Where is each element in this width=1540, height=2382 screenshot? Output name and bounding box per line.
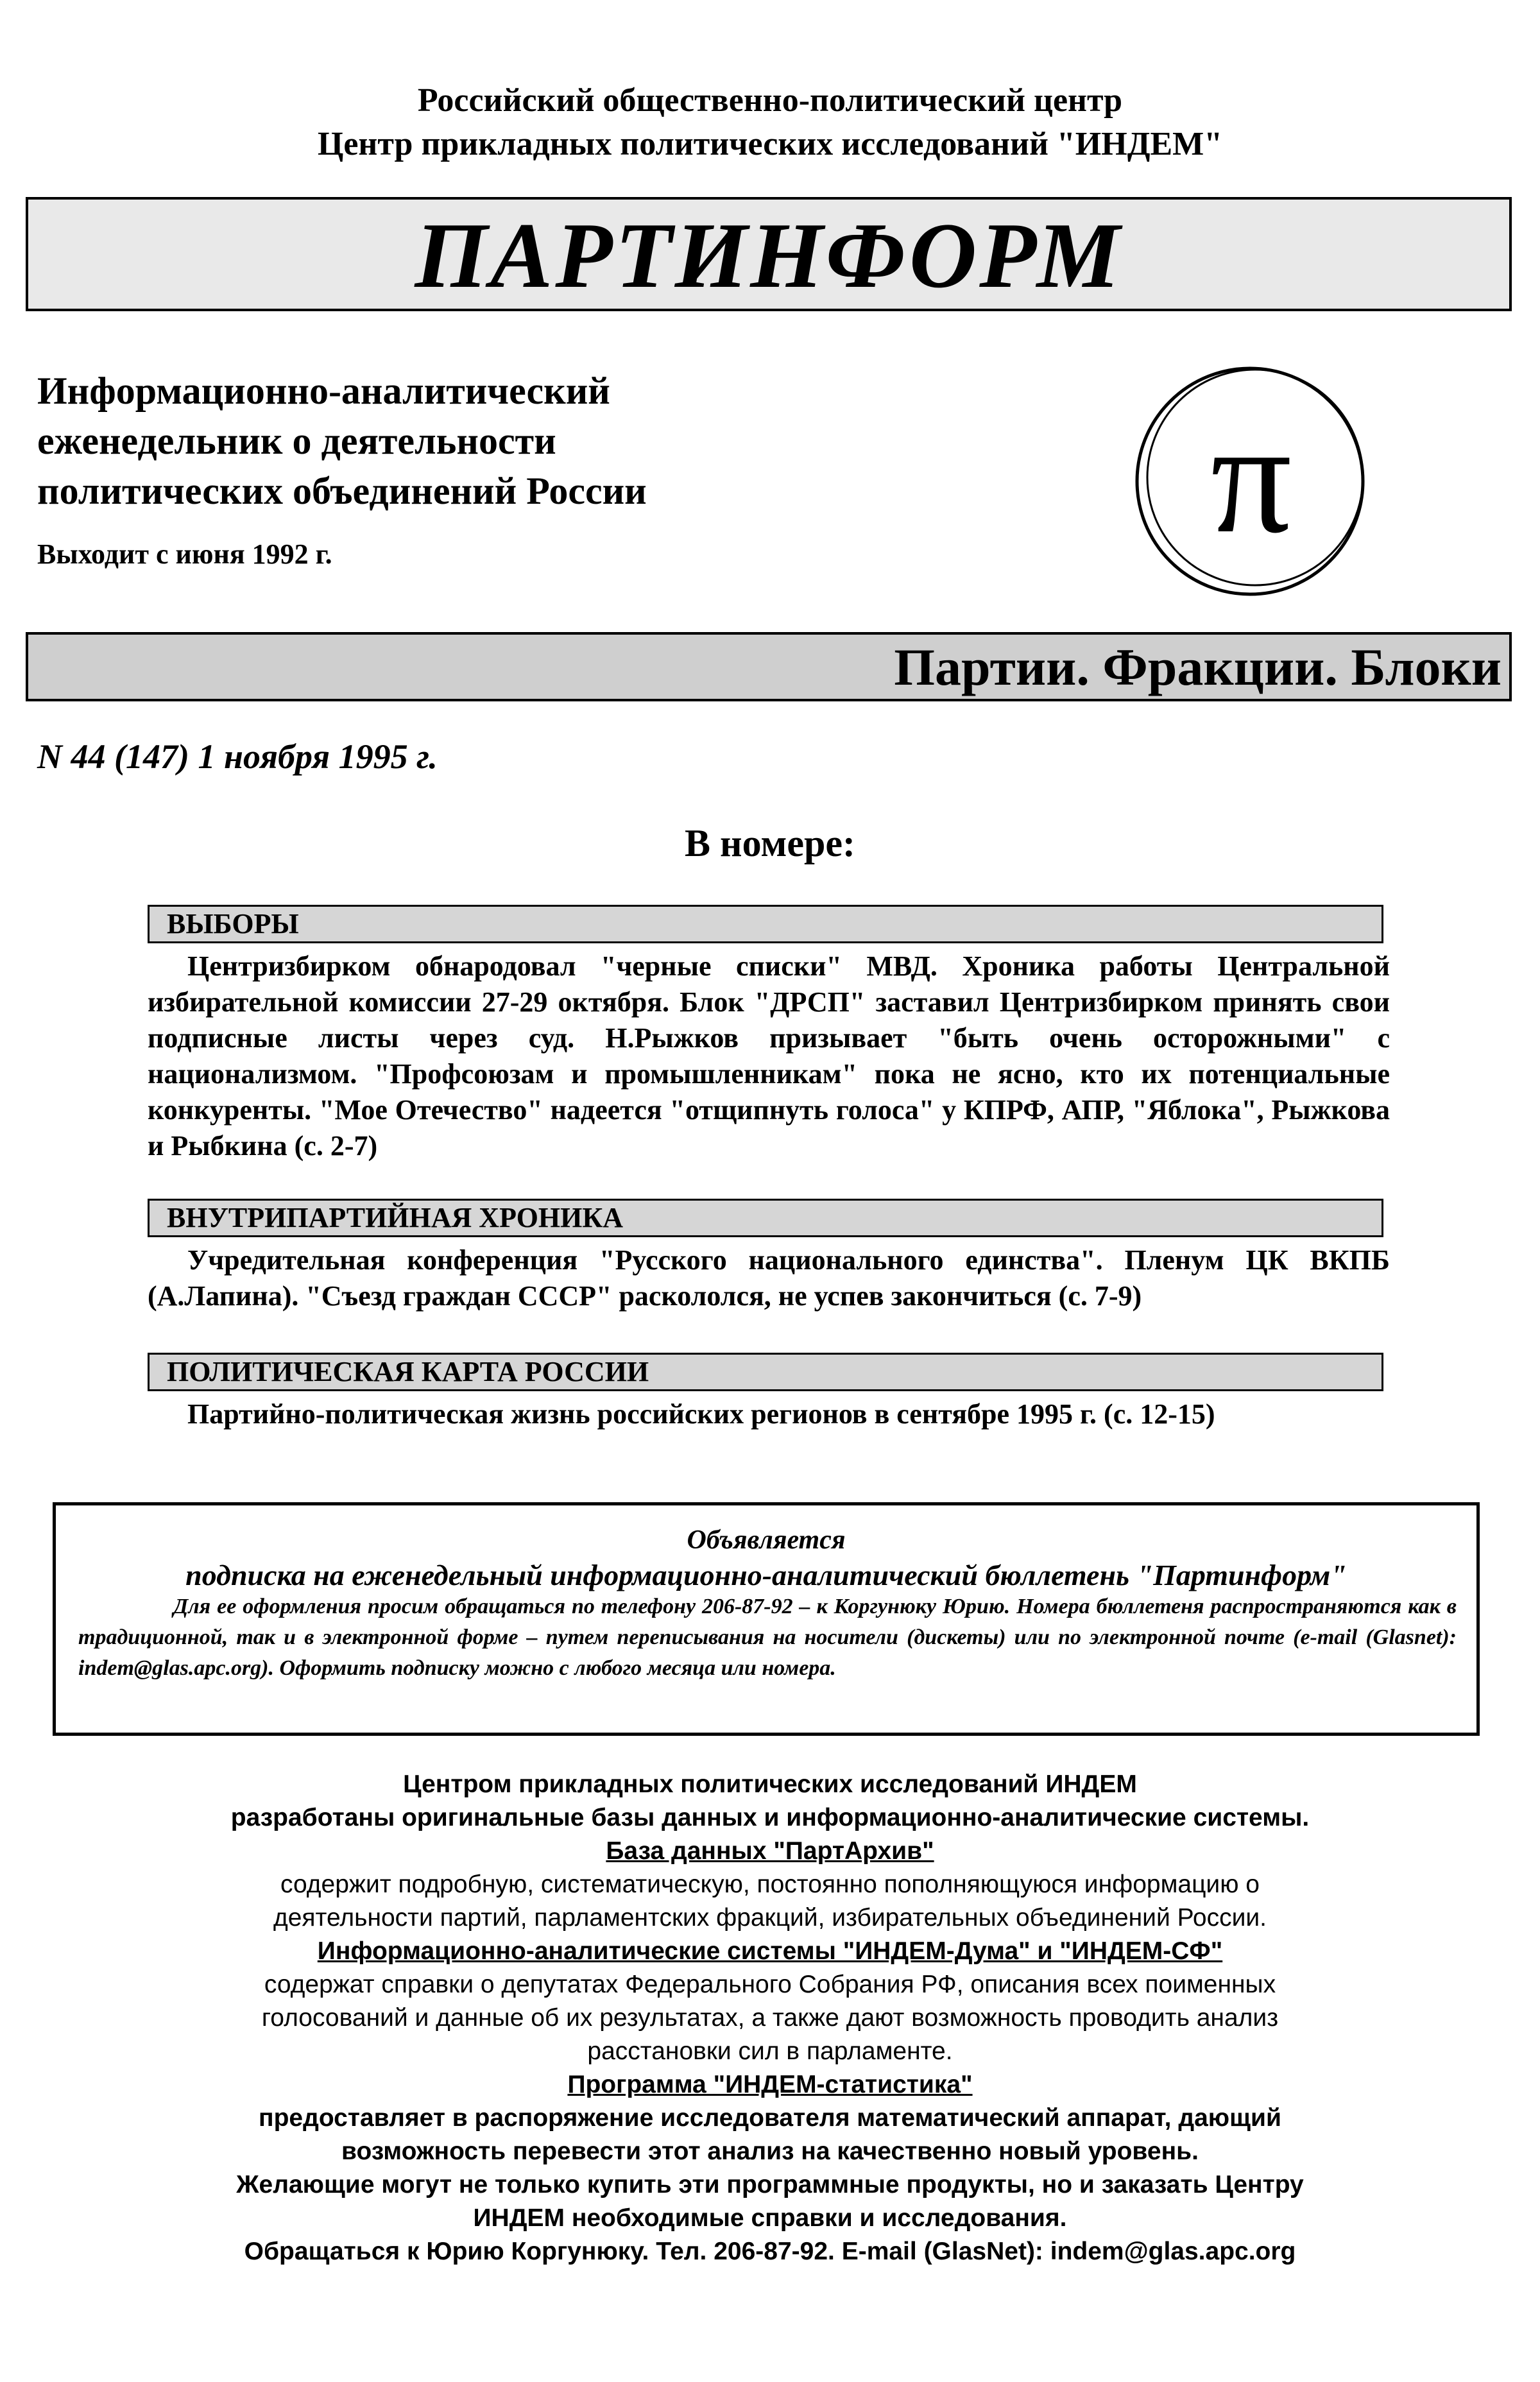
org-line-1: Российский общественно-политический центр [417,82,1123,119]
ad-line: ИНДЕМ необходимые справки и исследования. [473,2204,1067,2232]
ad-line: расстановки сил в парламенте. [587,2037,953,2065]
subscription-title: подписка на еженедельный информационно-аналитический бюллетень "Партинформ" [185,1559,1347,1591]
ad-product-indem-duma: Информационно-аналитические системы "ИНДЕМ-Дума" и "ИНДЕМ-СФ" [317,1937,1223,1965]
description-line-1: Информационно-аналитический [37,370,610,412]
section-title-party-chronicle: ВНУТРИПАРТИЙНАЯ ХРОНИКА [167,1202,624,1233]
pi-logo-icon [1129,357,1373,601]
svg-text:π: π [1210,389,1292,567]
subscription-details: Для ее оформления просим обращаться по телефону 206-87-92 – к Коргунюку Юрию. Номера бюллетеня распространяются как в традиционной, так и в электронной форме – путем переписывания на носители (дискеты) или по электронной почте (e-mail (Glasnet): indem@glas.apc.org). Оформить подписку можно с любого месяца или номера. [78,1595,1457,1680]
description-line-3: политических объединений России [37,470,647,512]
ad-line: содержат справки о депутатах Федерального Собрания РФ, описания всех поименных [264,1971,1276,1998]
ad-line: предоставляет в распоряжение исследователя математический аппарат, дающий [259,2104,1281,2132]
contents-heading: В номере: [685,822,855,864]
description-line-2: еженедельник о деятельности [37,420,556,462]
indem-advertisement [0,1768,1540,2268]
org-line-2: Центр прикладных политических исследований "ИНДЕМ" [317,126,1223,162]
ad-line: возможность перевести этот анализ на качественно новый уровень. [341,2138,1199,2165]
ad-line: разработаны оригинальные базы данных и информационно-аналитические системы. [230,1804,1310,1831]
ad-product-partarchiv: База данных "ПартАрхив" [606,1837,934,1865]
rubric-title: Партии. Фракции. Блоки [894,638,1502,696]
ad-line: Центром прикладных политических исследований ИНДЕМ [403,1770,1137,1798]
ad-line: Желающие могут не только купить эти программные продукты, но и заказать Центру [236,2171,1304,2198]
published-since: Выходит с июня 1992 г. [37,538,332,570]
ad-line: голосований и данные об их результатах, а также дают возможность проводить анализ [261,2004,1279,2032]
section-text-elections: Центризбирком обнародовал "черные списки" МВД. Хроника работы Центральной избирательной комиссии 27-29 октября. Блок "ДРСП" заставил Центризбирком принять свои подписные листы через суд. Н.Рыжков призывает "быть очень осторожными" с национализмом. "Профсоюзам и промышленникам" пока не ясно, кто их потенциальные конкуренты. "Мое Отечество" надеется "отщипнуть голоса" у КПРФ, АПР, "Яблока", Рыжкова и Рыбкина (с. 2-7) [148,950,1390,1161]
section-text-party-chronicle: Учредительная конференция "Русского национального единства". Пленум ЦК ВКПБ (А.Лапина). "Съезд граждан СССР" раскололся, не успев закончиться (с. 7-9) [148,1244,1390,1312]
section-title-political-map: ПОЛИТИЧЕСКАЯ КАРТА РОССИИ [167,1356,649,1387]
section-header-bar [148,905,1383,943]
section-title-elections: ВЫБОРЫ [167,908,299,939]
section-text-political-map: Партийно-политическая жизнь российских регионов в сентябре 1995 г. (с. 12-15) [187,1398,1215,1430]
ad-line: содержит подробную, систематическую, постоянно пополняющуюся информацию о [280,1871,1260,1898]
ad-contact: Обращаться к Юрию Коргунюку. Тел. 206-87-92. E-mail (GlasNet): indem@glas.apc.org [244,2238,1296,2265]
ad-line: деятельности партий, парламентских фракций, избирательных объединений России. [273,1904,1267,1932]
subscription-announce: Объявляется [687,1525,846,1555]
publication-title: ПАРТИНФОРМ [415,203,1123,307]
ad-product-indem-statistika: Программа "ИНДЕМ-статистика" [567,2071,973,2098]
issue-number: N 44 (147) 1 ноября 1995 г. [37,737,438,776]
